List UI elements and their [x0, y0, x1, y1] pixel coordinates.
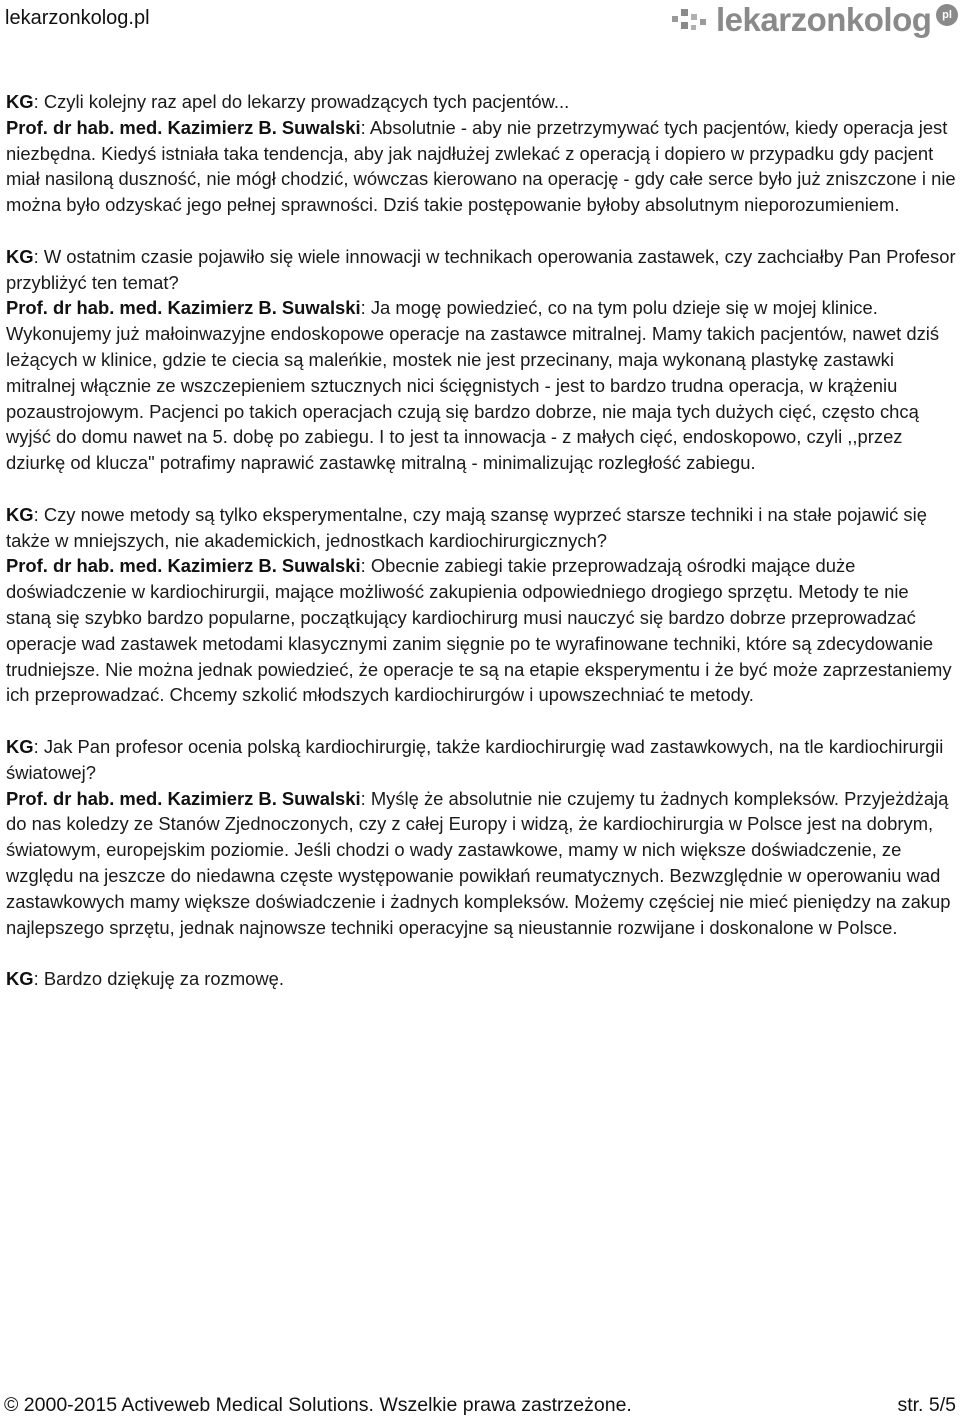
copyright-notice: © 2000-2015 Activeweb Medical Solutions. Wszelkie prawa zastrzeżone.: [4, 1394, 632, 1416]
speaker-name: KG: [6, 968, 34, 990]
logo-dots-icon: [672, 6, 712, 36]
line-text: : Obecnie zabiegi takie przeprowadzają ośrodki mające duże doświadczenie w kardiochirurgii, mające możliwość zakupienia odpowiedniego drogiego sprzętu. Metody te nie staną się szybko bardzo popularne, początkujący kardiochirurg musi nauczyć się bardzo dobrze przeprowadzać operacje wad zastawek metodami klasycznymi zanim sięgnie po te wyrafinowane techniki, które są zdecydowanie trudniejsze. Nie można jednak powiedzieć, że operacje te są na etapie eksperymentu i że być może zaprzestaniemy ich przeprowadzać. Chcemy szkolić młodszych kardiochirurgów i upowszechniać te metody.: [6, 555, 952, 706]
logo-badge: pl: [936, 4, 958, 26]
line-text: : Myślę że absolutnie nie czujemy tu żadnych kompleksów. Przyjeżdżają do nas koledzy ze Stanów Zjednoczonych, czy z całej Europy i widzą, że kardiochirurgia w Polsce jest na dobrym, światowym, europejskim poziomie. Jeśli chodzi o wady zastawkowe, mamy w nich większe doświadczenie, ze względu na jeszcze do niedawna częste występowanie powikłań reumatycznych. Bezwzględnie w operowaniu wad zastawkowych mamy większe doświadczenie i żadnych kompleksów. Możemy częściej nie mieć pieniędzy na zakup najlepszego sprzętu, jednak najnowsze techniki operacyjne są nieustannie rozwijane i doskonalone w Polsce.: [6, 787, 951, 938]
speaker-name: KG: [6, 503, 34, 525]
page-header: [0, 0, 960, 44]
interview-block: [6, 244, 958, 476]
speaker-name: Prof. dr hab. med. Kazimierz B. Suwalski: [6, 116, 361, 138]
interview-content: [6, 89, 958, 1018]
interview-block: [6, 89, 958, 218]
interview-block: [6, 734, 958, 940]
line-text: : Czyli kolejny raz apel do lekarzy prowadzących tych pacjentów...: [33, 91, 570, 112]
speaker-name: KG: [6, 735, 34, 757]
line-text: : Jak Pan profesor ocenia polską kardiochirurgię, także kardiochirurgię wad zastawkowych, na tle kardiochirurgii światowej?: [6, 735, 944, 783]
page-footer: [4, 1392, 956, 1418]
line-text: : W ostatnim czasie pojawiło się wiele innowacji w technikach operowania zastawek, czy zachciałby Pan Profesor przybliżyć ten temat?: [6, 245, 956, 293]
interview-block: [6, 502, 958, 708]
line-text: : Absolutnie - aby nie przetrzymywać tych pacjentów, kiedy operacja jest niezbędna. Kiedyś istniała taka tendencja, aby jak najdłużej zwlekać z operacją i dopiero w przypadku gdy pacjent miał nasiloną duszność, nie mógł chodzić, wówczas kierowano na operację - gdy całe serce było już zniszczone i nie można było odzyskać jego pełnej sprawności. Dziś takie postępowanie byłoby absolutnym nieporozumieniem.: [6, 116, 956, 216]
speaker-name: Prof. dr hab. med. Kazimierz B. Suwalski: [6, 555, 361, 577]
speaker-name: Prof. dr hab. med. Kazimierz B. Suwalski: [6, 297, 361, 319]
logo-text-accent: onkolog: [806, 1, 932, 38]
interview-block: [6, 966, 958, 992]
line-text: : Bardzo dziękuję za rozmowę.: [33, 968, 285, 990]
page-number: str. 5/5: [897, 1394, 956, 1416]
speaker-name: Prof. dr hab. med. Kazimierz B. Suwalski: [6, 787, 361, 809]
site-logo[interactable]: [672, 0, 958, 42]
logo-text-main: lekarz: [716, 1, 807, 38]
line-text: : Ja mogę powiedzieć, co na tym polu dzieje się w mojej klinice. Wykonujemy już małoinwazyjne endoskopowe operacje na zastawce mitralnej. Mamy takich pacjentów, nawet dziś leżących w klinice, gdzie te ciecia są maleńkie, mostek nie jest przecinany, maja wykonaną plastykę zastawki mitralnej włącznie ze wszczepieniem sztucznych nici ścięgnistych - jest to bardzo trudna operacja, w krążeniu pozaustrojowym. Pacjenci po takich operacjach czują się bardzo dobrze, nie maja tych dużych cięć, często chcą wyjść do domu nawet na 5. dobę po zabiegu. I to jest ta innowacja - z małych cięć, endoskopowo, czyli ,,przez dziurkę od klucza" potrafimy naprawić zastawkę mitralną - minimalizując rozległość zabiegu.: [6, 297, 940, 474]
site-name: lekarzonkolog.pl: [5, 7, 150, 29]
speaker-name: KG: [6, 245, 34, 267]
logo-text: [716, 0, 931, 40]
speaker-name: KG: [6, 91, 34, 112]
line-text: : Czy nowe metody są tylko eksperymentalne, czy mają szansę wyprzeć starsze techniki i na stałe pojawić się także w mniejszych, nie akademickich, jednostkach kardiochirurgicznych?: [6, 503, 927, 551]
